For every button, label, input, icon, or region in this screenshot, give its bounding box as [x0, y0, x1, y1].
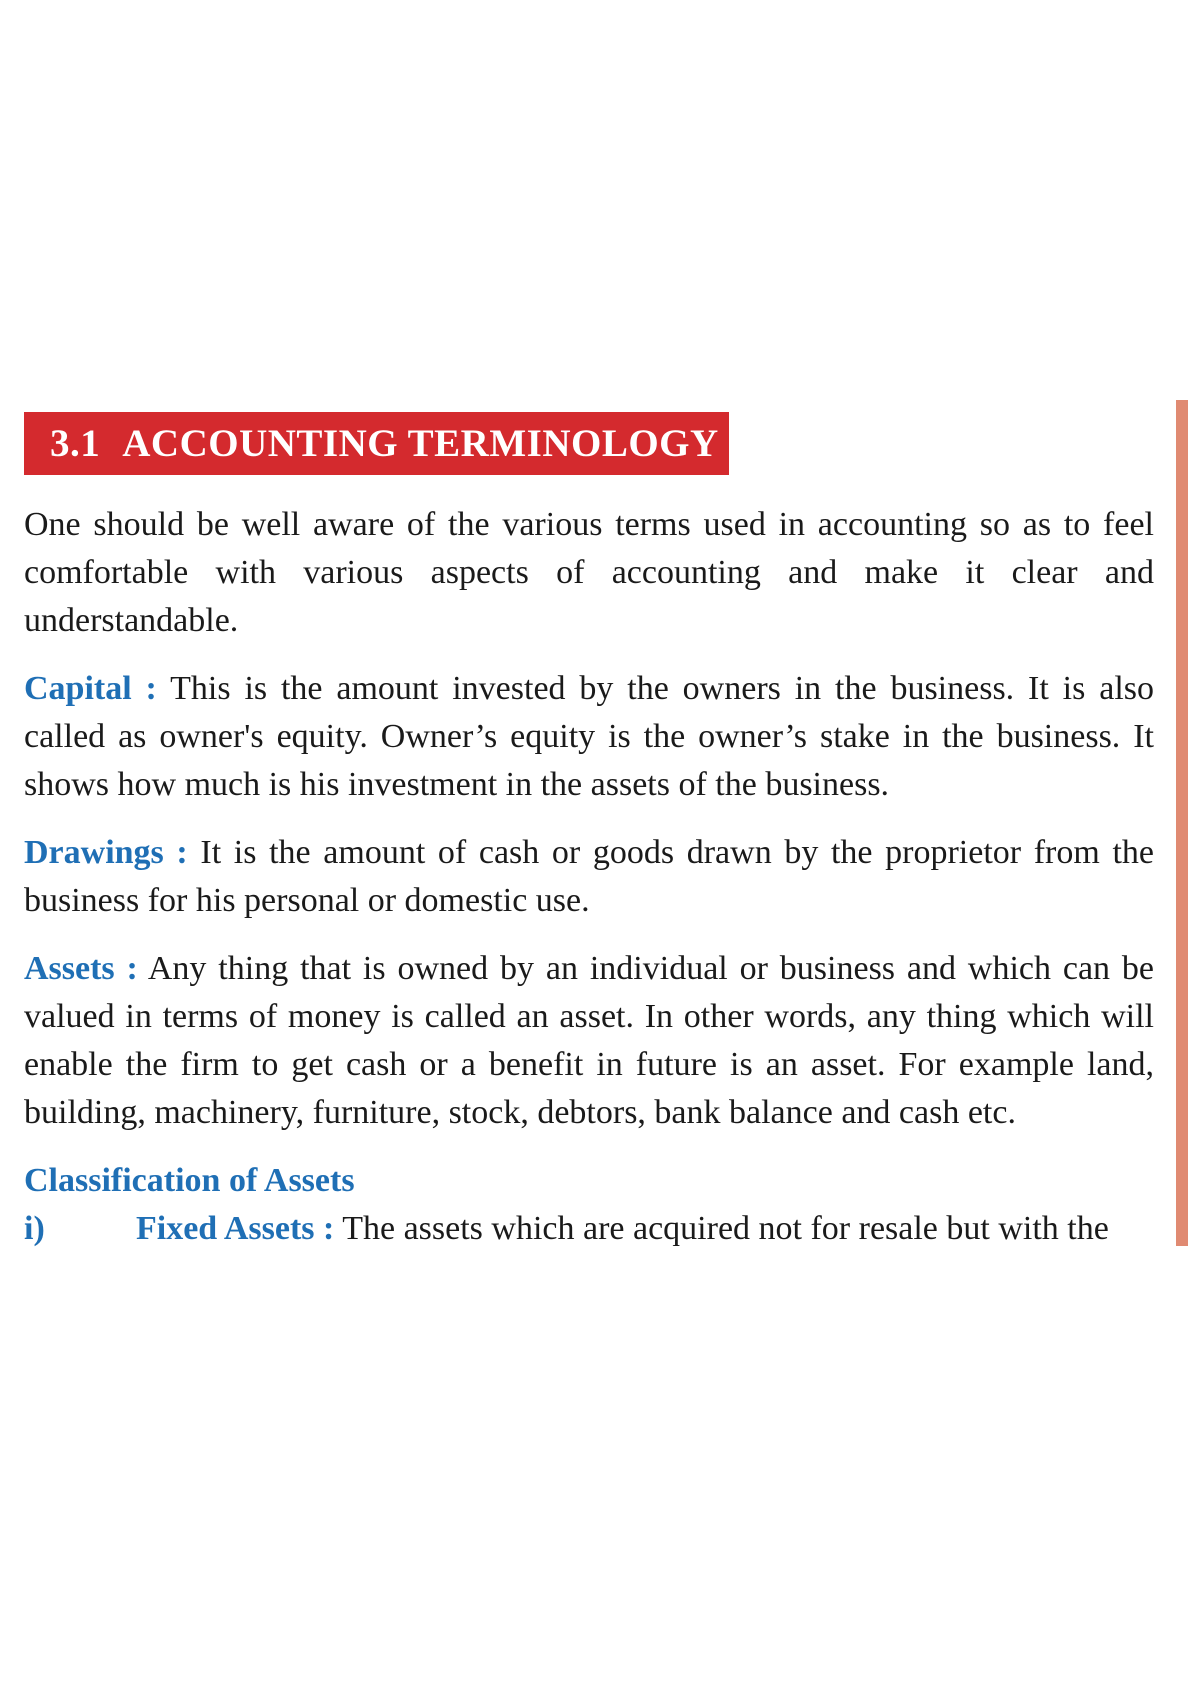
intro-paragraph: One should be well aware of the various terms used in accounting so as to feel comfortable with various aspects of accounting and make it clear and understandable.: [24, 506, 1154, 639]
list-item: [24, 1205, 1154, 1253]
drawings-text: It is the amount of cash or goods drawn by the proprietor from the business for his personal or domestic use.: [24, 834, 1154, 919]
section-number: 3.1: [50, 422, 101, 465]
fixed-assets-text: The assets which are acquired not for resale but with the: [334, 1210, 1109, 1247]
fixed-assets-term: Fixed Assets :: [136, 1210, 335, 1247]
right-margin-rule: [1176, 400, 1188, 1246]
assets-term: Assets :: [24, 950, 138, 987]
list-item-body: [136, 1205, 1154, 1253]
section-title: ACCOUNTING TERMINOLOGY: [122, 422, 719, 465]
classification-heading: Classification of Assets: [24, 1162, 355, 1199]
page-content: [24, 412, 1154, 1253]
drawings-term: Drawings :: [24, 834, 188, 871]
drawings-paragraph: [24, 829, 1154, 925]
list-marker: i): [24, 1210, 45, 1247]
capital-term: Capital :: [24, 670, 157, 707]
assets-text: Any thing that is owned by an individual or business and which can be valued in terms of money is called an asset. In other words, any thing which will enable the firm to get cash or a benefit in future is an asset. For example land, building, machinery, furniture, stock, debtors, bank balance and cash etc.: [24, 950, 1155, 1131]
assets-paragraph: [24, 945, 1154, 1137]
capital-text: This is the amount invested by the owners in the business. It is also called as owner's equity. Owner’s equity is the owner’s stake in the business. It shows how much is his investment in the assets of the business.: [24, 670, 1154, 803]
capital-paragraph: [24, 665, 1154, 809]
section-heading: [24, 412, 729, 475]
